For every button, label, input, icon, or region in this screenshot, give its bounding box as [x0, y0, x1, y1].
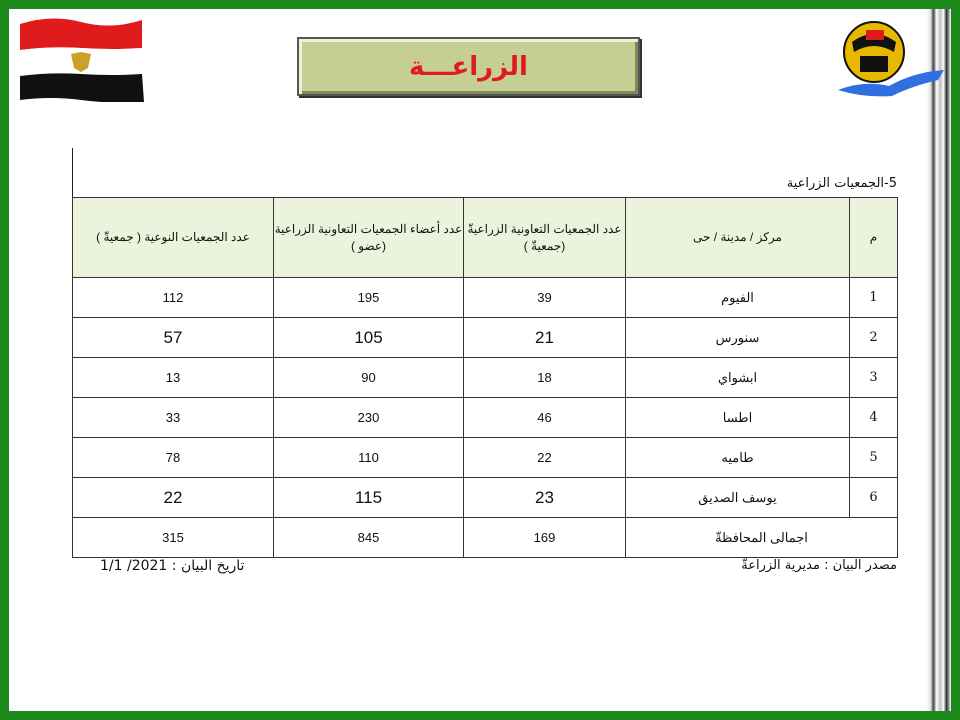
header-index: م [850, 198, 898, 278]
row-coops: 46 [464, 398, 626, 438]
row-specialized: 57 [73, 318, 274, 358]
row-specialized: 13 [73, 358, 274, 398]
row-specialized: 112 [73, 278, 274, 318]
header-specialized: عدد الجمعيات النوعية ( جمعيةّ ) [73, 198, 274, 278]
row-members: 230 [274, 398, 464, 438]
row-center-name: يوسف الصديق [626, 478, 850, 518]
title-banner [297, 37, 640, 96]
row-index: 4 [850, 398, 898, 438]
table-row [73, 478, 898, 518]
table-left-line [72, 148, 73, 198]
total-label: اجمالى المحافظةّ [626, 518, 898, 558]
agriculture-table [72, 197, 898, 558]
table-row [73, 278, 898, 318]
row-center-name: الفيوم [626, 278, 850, 318]
row-index: 5 [850, 438, 898, 478]
egypt-flag-icon [16, 12, 146, 102]
row-members: 115 [274, 478, 464, 518]
table-row [73, 318, 898, 358]
row-center-name: سنورس [626, 318, 850, 358]
data-date: تاريخ البيان : 2021/ 1/1 [100, 558, 245, 574]
row-specialized: 22 [73, 478, 274, 518]
header-members: عدد أعضاء الجمعيات التعاونية الزراعية (عضو ) [274, 198, 464, 278]
row-coops: 18 [464, 358, 626, 398]
table-row [73, 358, 898, 398]
header-coops: عدد الجمعيات التعاونية الزراعيةّ (جمعيةّ ) [464, 198, 626, 278]
fayoum-emblem-icon [834, 12, 948, 104]
row-members: 105 [274, 318, 464, 358]
row-index: 3 [850, 358, 898, 398]
page-title: الزراعـــة [409, 51, 528, 82]
data-source: مصدر البيان : مديرية الزراعةّ [741, 558, 897, 573]
table-row [73, 398, 898, 438]
row-index: 2 [850, 318, 898, 358]
row-center-name: اطسا [626, 398, 850, 438]
row-center-name: ابشواي [626, 358, 850, 398]
table-total-row [73, 518, 898, 558]
row-members: 110 [274, 438, 464, 478]
row-center-name: طاميه [626, 438, 850, 478]
total-coops: 169 [464, 518, 626, 558]
row-index: 1 [850, 278, 898, 318]
total-specialized: 315 [73, 518, 274, 558]
total-members: 845 [274, 518, 464, 558]
decorative-film-strip [926, 9, 951, 711]
row-specialized: 78 [73, 438, 274, 478]
row-coops: 21 [464, 318, 626, 358]
row-members: 90 [274, 358, 464, 398]
row-coops: 39 [464, 278, 626, 318]
table-row [73, 438, 898, 478]
row-coops: 23 [464, 478, 626, 518]
header-center: مركز / مدينة / حى [626, 198, 850, 278]
table-header-row [73, 198, 898, 278]
section-title: 5-الجمعيات الزراعية [786, 176, 897, 191]
row-coops: 22 [464, 438, 626, 478]
row-index: 6 [850, 478, 898, 518]
row-members: 195 [274, 278, 464, 318]
row-specialized: 33 [73, 398, 274, 438]
